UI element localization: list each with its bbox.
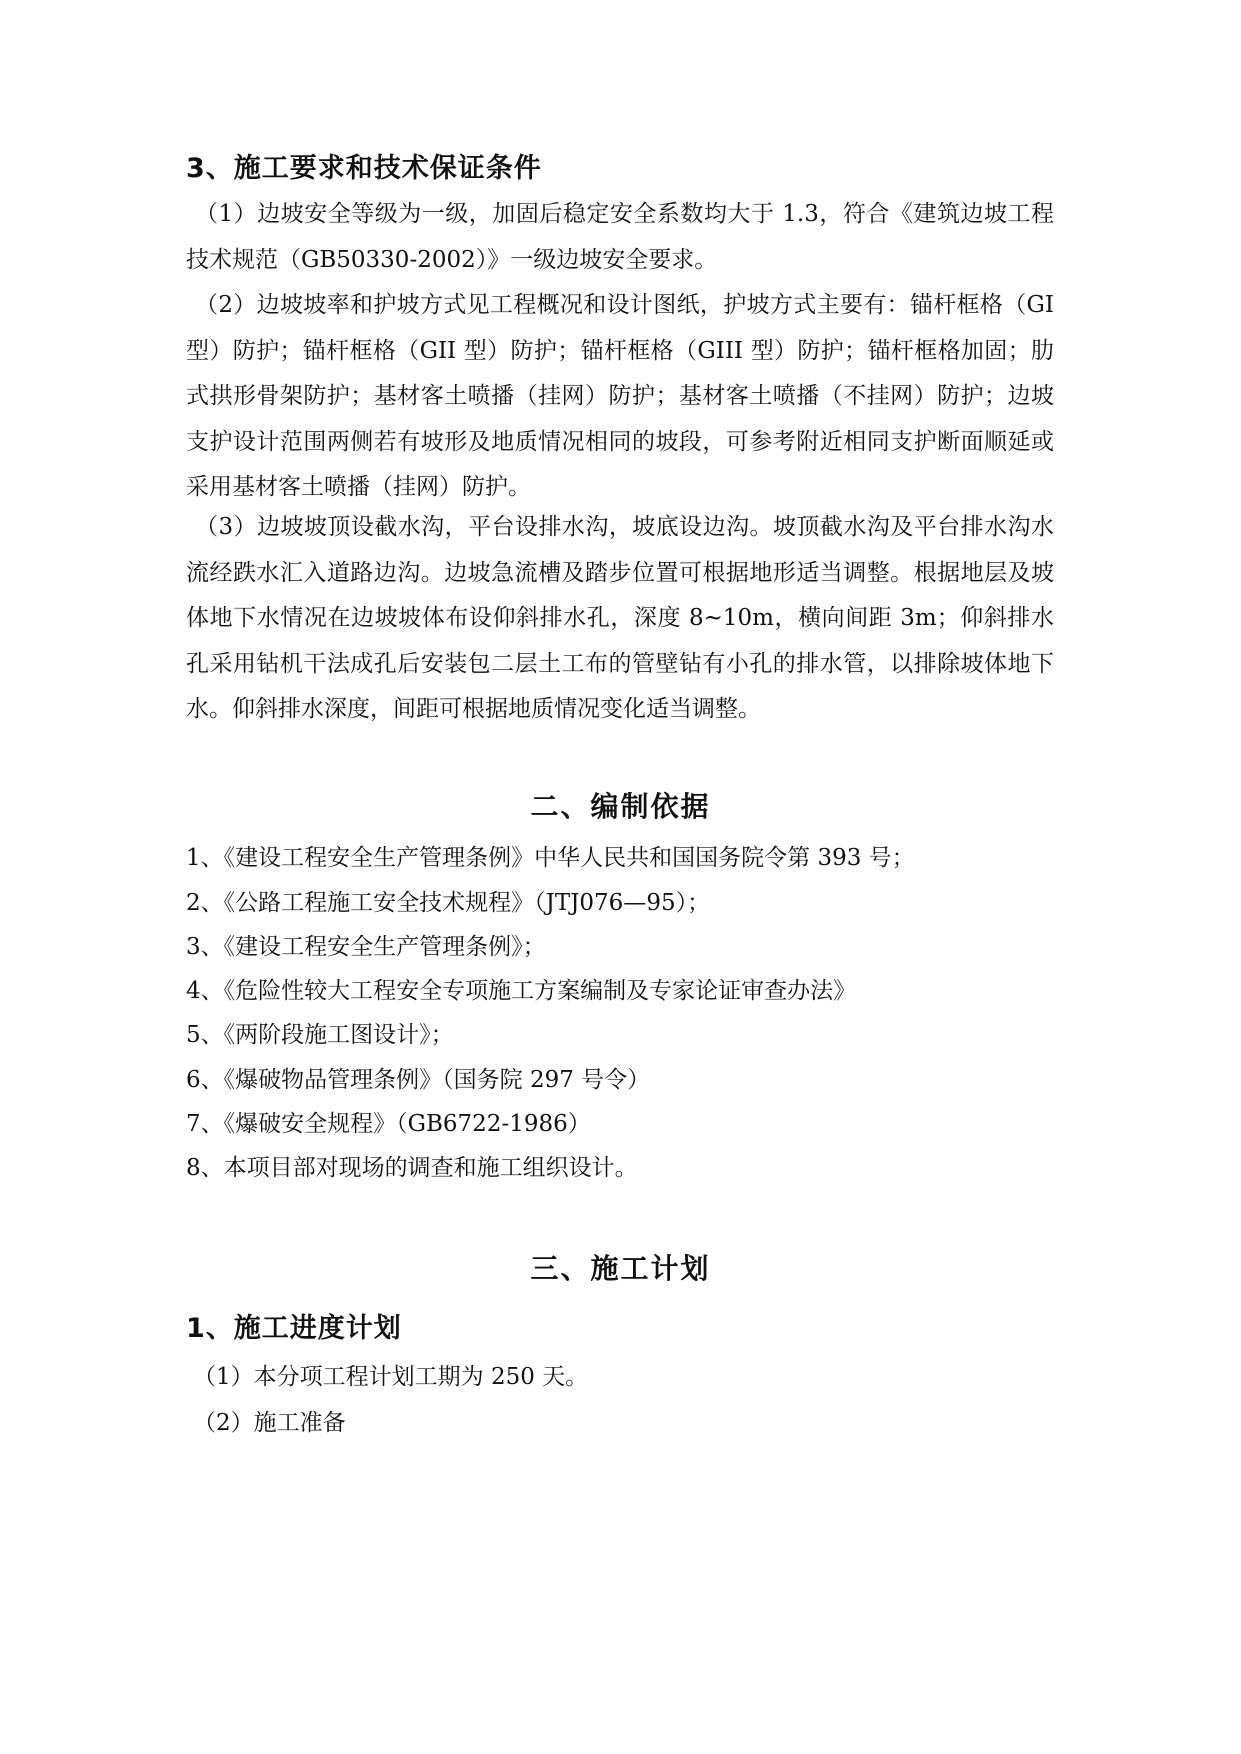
basis-item: 1、《建设工程安全生产管理条例》中华人民共和国国务院令第 393 号； — [186, 845, 915, 871]
paragraph-3-text: （3）边坡坡顶设截水沟，平台设排水沟，坡底设边沟。坡顶截水沟及平台排水沟水流经跌水汇入道路边沟。边坡急流槽及踏步位置可根据地形适当调整。根据地层及坡体地下水情况在边坡坡体布设仰斜排水孔，深度 8~10m，横向间距 3m；仰斜排水孔采用钻机干法成孔后安装包二层土工布的管壁钻有小孔的排水管，以排除坡体地下水。仰斜排水深度，间距可根据地质情况变化适当调整。 — [186, 514, 1054, 723]
section-heading-schedule: 1、施工进度计划 — [186, 1313, 402, 1344]
basis-item: 8、本项目部对现场的调查和施工组织设计。 — [186, 1155, 638, 1181]
chapter-heading-construction-plan: 三、施工计划 — [530, 1252, 711, 1285]
paragraph-2 — [186, 283, 1054, 511]
chapter-heading-basis: 二、编制依据 — [530, 790, 711, 823]
paragraph-3 — [186, 505, 1054, 733]
basis-item: 6、《爆破物品管理条例》（国务院 297 号令） — [186, 1067, 651, 1093]
plan-item: （1）本分项工程计划工期为 250 天。 — [193, 1364, 589, 1390]
basis-item: 2、《公路工程施工安全技术规程》（JTJ076—95）； — [186, 890, 711, 916]
paragraph-1 — [186, 192, 1054, 283]
section-heading-construction-requirements: 3、施工要求和技术保证条件 — [186, 153, 542, 184]
paragraph-2-text: （2）边坡坡率和护坡方式见工程概况和设计图纸，护坡方式主要有：锚杆框格（GI 型）防护；锚杆框格（GII 型）防护；锚杆框格（GIII 型）防护；锚杆框格加固；肋式拱形骨架防护；基材客土喷播（挂网）防护；基材客土喷播（不挂网）防护；边坡支护设计范围两侧若有坡形及地质情况相同的坡段，可参考附近相同支护断面顺延或采用基材客土喷播（挂网）防护。 — [186, 292, 1054, 501]
basis-item: 3、《建设工程安全生产管理条例》； — [186, 934, 546, 960]
basis-item: 4、《危险性较大工程安全专项施工方案编制及专家论证审查办法》 — [186, 978, 857, 1004]
paragraph-1-text: （1）边坡安全等级为一级，加固后稳定安全系数均大于 1.3，符合《建筑边坡工程技术规范（GB50330-2002）》一级边坡安全要求。 — [186, 201, 1054, 273]
plan-item: （2）施工准备 — [193, 1410, 346, 1436]
basis-item: 7、《爆破安全规程》（GB6722-1986） — [186, 1111, 591, 1137]
basis-item: 5、《两阶段施工图设计》； — [186, 1022, 454, 1048]
